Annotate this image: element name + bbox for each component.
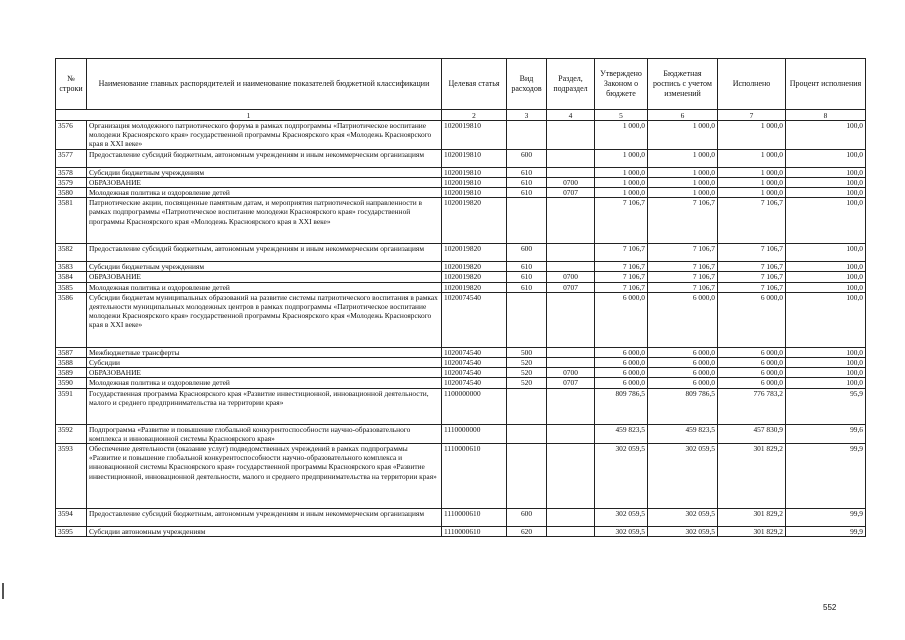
header-target-article: Целевая статья: [442, 59, 507, 110]
row-percent: 100,0: [786, 198, 866, 244]
table-row: [56, 292, 866, 347]
row-target-article: 1110000000: [442, 424, 507, 443]
row-approved: 6 000,0: [595, 347, 648, 357]
row-name: Предоставление субсидий бюджетным, автономным учреждениям и иным некоммерческим организациям: [87, 509, 442, 527]
row-executed: 7 106,7: [718, 262, 786, 272]
table-row: [56, 378, 866, 388]
row-number: 3592: [56, 424, 87, 443]
row-target-article: 1020074540: [442, 292, 507, 347]
row-number: 3589: [56, 368, 87, 378]
row-expense-type: 610: [507, 282, 547, 292]
row-budget-schedule: 7 106,7: [648, 262, 718, 272]
row-budget-schedule: 1 000,0: [648, 121, 718, 150]
row-target-article: 1020019820: [442, 244, 507, 262]
row-percent: 99,6: [786, 424, 866, 443]
row-executed: 301 829,2: [718, 444, 786, 509]
row-name: Молодежная политика и оздоровление детей: [87, 188, 442, 198]
row-section: [547, 167, 595, 177]
row-percent: 100,0: [786, 358, 866, 368]
column-number-4: 4: [547, 110, 595, 121]
row-approved: 6 000,0: [595, 358, 648, 368]
row-name: Субсидии бюджетным учреждениям: [87, 262, 442, 272]
row-number: 3593: [56, 444, 87, 509]
row-budget-schedule: 1 000,0: [648, 188, 718, 198]
row-percent: 100,0: [786, 177, 866, 187]
row-number: 3582: [56, 244, 87, 262]
row-executed: 301 829,2: [718, 527, 786, 537]
row-percent: 100,0: [786, 378, 866, 388]
scan-edge-mark: [2, 583, 4, 599]
table-row: [56, 244, 866, 262]
row-budget-schedule: 7 106,7: [648, 244, 718, 262]
row-section: [547, 527, 595, 537]
row-approved: 6 000,0: [595, 368, 648, 378]
row-expense-type: 600: [507, 149, 547, 167]
row-expense-type: 610: [507, 262, 547, 272]
table-row: [56, 198, 866, 244]
row-expense-type: 610: [507, 167, 547, 177]
table-row: [56, 149, 866, 167]
row-approved: 1 000,0: [595, 149, 648, 167]
row-number: 3594: [56, 509, 87, 527]
row-expense-type: [507, 388, 547, 424]
row-target-article: 1020019820: [442, 262, 507, 272]
row-target-article: 1020074540: [442, 368, 507, 378]
row-approved: 1 000,0: [595, 167, 648, 177]
row-budget-schedule: 1 000,0: [648, 177, 718, 187]
row-section: 0700: [547, 368, 595, 378]
row-executed: 6 000,0: [718, 347, 786, 357]
row-executed: 1 000,0: [718, 149, 786, 167]
row-percent: 95,9: [786, 388, 866, 424]
row-target-article: 1020019810: [442, 188, 507, 198]
row-executed: 6 000,0: [718, 292, 786, 347]
row-percent: 100,0: [786, 368, 866, 378]
row-number: 3591: [56, 388, 87, 424]
row-target-article: 1110000610: [442, 509, 507, 527]
row-expense-type: [507, 444, 547, 509]
row-target-article: 1020019820: [442, 282, 507, 292]
row-approved: 7 106,7: [595, 262, 648, 272]
row-section: [547, 358, 595, 368]
row-budget-schedule: 459 823,5: [648, 424, 718, 443]
row-percent: 100,0: [786, 282, 866, 292]
column-number-7: 7: [718, 110, 786, 121]
row-target-article: 1100000000: [442, 388, 507, 424]
row-number: 3595: [56, 527, 87, 537]
row-number: 3578: [56, 167, 87, 177]
row-percent: 100,0: [786, 272, 866, 282]
column-number-row: [56, 110, 866, 121]
row-approved: 7 106,7: [595, 282, 648, 292]
row-executed: 7 106,7: [718, 272, 786, 282]
column-number-5: 5: [595, 110, 648, 121]
row-name: Предоставление субсидий бюджетным, автономным учреждениям и иным некоммерческим организациям: [87, 244, 442, 262]
row-section: [547, 509, 595, 527]
row-section: [547, 121, 595, 150]
row-number: 3587: [56, 347, 87, 357]
row-number: 3576: [56, 121, 87, 150]
row-approved: 7 106,7: [595, 244, 648, 262]
row-percent: 100,0: [786, 188, 866, 198]
table-row: [56, 358, 866, 368]
header-percent: Процент исполнения: [786, 59, 866, 110]
row-budget-schedule: 7 106,7: [648, 272, 718, 282]
row-expense-type: 520: [507, 358, 547, 368]
header-name: Наименование главных распорядителей и наименование показателей бюджетной классификации: [87, 59, 442, 110]
row-section: 0707: [547, 188, 595, 198]
row-target-article: 1020074540: [442, 378, 507, 388]
table-row: [56, 282, 866, 292]
table-row: [56, 167, 866, 177]
row-section: [547, 149, 595, 167]
row-section: [547, 262, 595, 272]
row-number: 3586: [56, 292, 87, 347]
header-expense-type: Вид расходов: [507, 59, 547, 110]
row-percent: 100,0: [786, 167, 866, 177]
row-percent: 99,9: [786, 444, 866, 509]
row-budget-schedule: 302 059,5: [648, 509, 718, 527]
row-section: [547, 444, 595, 509]
table-row: [56, 388, 866, 424]
page-number: 552: [823, 603, 837, 612]
row-expense-type: [507, 121, 547, 150]
row-expense-type: [507, 198, 547, 244]
row-name: Субсидии бюджетным учреждениям: [87, 167, 442, 177]
row-executed: 457 830,9: [718, 424, 786, 443]
row-section: [547, 292, 595, 347]
row-executed: 7 106,7: [718, 282, 786, 292]
row-section: [547, 244, 595, 262]
row-number: 3590: [56, 378, 87, 388]
row-section: 0700: [547, 272, 595, 282]
row-number: 3577: [56, 149, 87, 167]
row-target-article: 1020019810: [442, 149, 507, 167]
row-target-article: 1020074540: [442, 347, 507, 357]
row-approved: 6 000,0: [595, 292, 648, 347]
header-executed: Исполнено: [718, 59, 786, 110]
row-name: Субсидии автономным учреждениям: [87, 527, 442, 537]
table-row: [56, 188, 866, 198]
column-number-1: 1: [56, 110, 442, 121]
row-approved: 7 106,7: [595, 272, 648, 282]
row-name: ОБРАЗОВАНИЕ: [87, 272, 442, 282]
row-name: Предоставление субсидий бюджетным, автономным учреждениям и иным некоммерческим организациям: [87, 149, 442, 167]
row-percent: 100,0: [786, 292, 866, 347]
column-number-8: 8: [786, 110, 866, 121]
row-approved: 1 000,0: [595, 177, 648, 187]
row-section: 0707: [547, 282, 595, 292]
row-name: Молодежная политика и оздоровление детей: [87, 282, 442, 292]
column-number-3: 3: [507, 110, 547, 121]
row-budget-schedule: 6 000,0: [648, 368, 718, 378]
row-name: Государственная программа Красноярского края «Развитие инвестиционной, инновационной деятельности, малого и среднего предпринимательства на территории края»: [87, 388, 442, 424]
row-budget-schedule: 6 000,0: [648, 358, 718, 368]
row-name: Межбюджетные трансферты: [87, 347, 442, 357]
column-number-2: 2: [442, 110, 507, 121]
row-budget-schedule: 6 000,0: [648, 292, 718, 347]
row-section: [547, 347, 595, 357]
header-approved: Утверждено Законом о бюджете: [595, 59, 648, 110]
row-section: 0707: [547, 378, 595, 388]
row-executed: 1 000,0: [718, 177, 786, 187]
row-percent: 100,0: [786, 262, 866, 272]
table-row: [56, 509, 866, 527]
row-approved: 1 000,0: [595, 121, 648, 150]
row-name: Подпрограмма «Развитие и повышение глобальной конкурентоспособности научно-образовательного комплекса и инновационной системы Красноярского края»: [87, 424, 442, 443]
row-percent: 99,9: [786, 509, 866, 527]
header-row-number: № строки: [56, 59, 87, 110]
row-expense-type: [507, 424, 547, 443]
header-budget-schedule: Бюджетная роспись с учетом изменений: [648, 59, 718, 110]
row-executed: 301 829,2: [718, 509, 786, 527]
table-row: [56, 262, 866, 272]
row-name: Молодежная политика и оздоровление детей: [87, 378, 442, 388]
row-number: 3588: [56, 358, 87, 368]
row-executed: 1 000,0: [718, 188, 786, 198]
row-approved: 7 106,7: [595, 198, 648, 244]
row-executed: 6 000,0: [718, 358, 786, 368]
row-expense-type: 610: [507, 188, 547, 198]
row-expense-type: [507, 292, 547, 347]
row-percent: 99,9: [786, 527, 866, 537]
table-row: [56, 527, 866, 537]
row-number: 3579: [56, 177, 87, 187]
header-section: Раздел, подраздел: [547, 59, 595, 110]
row-budget-schedule: 302 059,5: [648, 527, 718, 537]
row-name: Обеспечение деятельности (оказание услуг) подведомственных учреждений в рамках подпрограммы «Развитие и повышение глобальной конкурентоспособности научно-образовательного комплекса и инновационной системы Красноярского края» государственной программы Красноярского края «Развитие инвестиционной, инновационной деятельности, малого и среднего предпринимательства на территории края»: [87, 444, 442, 509]
row-budget-schedule: 7 106,7: [648, 282, 718, 292]
row-number: 3581: [56, 198, 87, 244]
row-executed: 776 783,2: [718, 388, 786, 424]
row-target-article: 1110000610: [442, 444, 507, 509]
row-target-article: 1020019810: [442, 121, 507, 150]
row-section: 0700: [547, 177, 595, 187]
row-approved: 6 000,0: [595, 378, 648, 388]
row-name: ОБРАЗОВАНИЕ: [87, 177, 442, 187]
table-row: [56, 424, 866, 443]
row-executed: 6 000,0: [718, 378, 786, 388]
row-expense-type: 600: [507, 509, 547, 527]
row-expense-type: 520: [507, 378, 547, 388]
table-row: [56, 347, 866, 357]
table-row: [56, 272, 866, 282]
row-approved: 302 059,5: [595, 509, 648, 527]
row-expense-type: 600: [507, 244, 547, 262]
row-executed: 7 106,7: [718, 198, 786, 244]
row-approved: 809 786,5: [595, 388, 648, 424]
row-target-article: 1020019810: [442, 177, 507, 187]
row-target-article: 1110000610: [442, 527, 507, 537]
table-row: [56, 177, 866, 187]
row-percent: 100,0: [786, 121, 866, 150]
row-percent: 100,0: [786, 347, 866, 357]
row-section: [547, 388, 595, 424]
row-executed: 7 106,7: [718, 244, 786, 262]
row-target-article: 1020074540: [442, 358, 507, 368]
row-section: [547, 424, 595, 443]
row-target-article: 1020019810: [442, 167, 507, 177]
table-row: [56, 121, 866, 150]
row-number: 3580: [56, 188, 87, 198]
budget-execution-table: [55, 58, 866, 537]
row-number: 3585: [56, 282, 87, 292]
row-executed: 1 000,0: [718, 121, 786, 150]
table-header-row: [56, 59, 866, 110]
row-budget-schedule: 809 786,5: [648, 388, 718, 424]
row-name: ОБРАЗОВАНИЕ: [87, 368, 442, 378]
row-expense-type: 500: [507, 347, 547, 357]
table-body: [56, 121, 866, 537]
row-budget-schedule: 1 000,0: [648, 149, 718, 167]
row-target-article: 1020019820: [442, 198, 507, 244]
row-name: Патриотические акции, посвященные памятным датам, и мероприятия патриотической направленности в рамках подпрограммы «Патриотическое воспитание молодежи Красноярского края» государственной программы Красноярского края «Молодежь Красноярского края в XXI веке»: [87, 198, 442, 244]
row-expense-type: 620: [507, 527, 547, 537]
row-section: [547, 198, 595, 244]
row-executed: 6 000,0: [718, 368, 786, 378]
row-budget-schedule: 302 059,5: [648, 444, 718, 509]
row-budget-schedule: 7 106,7: [648, 198, 718, 244]
row-approved: 1 000,0: [595, 188, 648, 198]
row-expense-type: 610: [507, 272, 547, 282]
row-percent: 100,0: [786, 244, 866, 262]
row-approved: 459 823,5: [595, 424, 648, 443]
table-row: [56, 368, 866, 378]
row-number: 3584: [56, 272, 87, 282]
row-name: Субсидии бюджетам муниципальных образований на развитие системы патриотического воспитания в рамках деятельности муниципальных молодежных центров в рамках подпрограммы «Патриотическое воспитание молодежи Красноярского края» государственной программы Красноярского края «Молодежь Красноярского края в XXI веке»: [87, 292, 442, 347]
row-expense-type: 520: [507, 368, 547, 378]
row-target-article: 1020019820: [442, 272, 507, 282]
row-name: Организация молодежного патриотического форума в рамках подпрограммы «Патриотическое воспитание молодежи Красноярского края» государственной программы Красноярского края «Молодежь Красноярского края в XXI веке»: [87, 121, 442, 150]
row-percent: 100,0: [786, 149, 866, 167]
table-row: [56, 444, 866, 509]
row-budget-schedule: 1 000,0: [648, 167, 718, 177]
row-number: 3583: [56, 262, 87, 272]
row-approved: 302 059,5: [595, 444, 648, 509]
row-approved: 302 059,5: [595, 527, 648, 537]
row-expense-type: 610: [507, 177, 547, 187]
row-name: Субсидии: [87, 358, 442, 368]
row-budget-schedule: 6 000,0: [648, 378, 718, 388]
column-number-6: 6: [648, 110, 718, 121]
row-budget-schedule: 6 000,0: [648, 347, 718, 357]
row-executed: 1 000,0: [718, 167, 786, 177]
